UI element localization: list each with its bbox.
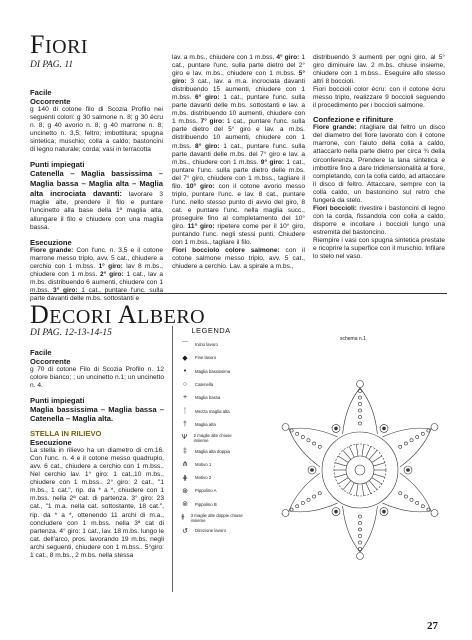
- legend-item: [175, 365, 244, 378]
- fiori-occ-text: g 140 di cotone filo di Scozia Profilo nei seguenti colori: g 30 salmone n. 8; g 30 écru n. 8; g 40 avorio n. 8; g 40 marrone n. 8; uncinetto n. 3,5; feltro; imbottitura; spugna sintetica; muschio; colla a caldo; bastoncini di legno naturale; corda; vasi in terracotta: [30, 106, 163, 154]
- round-11: 11° giro:: [184, 222, 215, 230]
- legend-list: [172, 338, 244, 537]
- legend-symbol-icon: ↺: [182, 527, 188, 535]
- fiori-conf-heading: Confezione e rifiniture: [313, 115, 394, 125]
- legend-label: Catenella: [195, 382, 214, 388]
- decori-punti-bold: Maglia bassissima – Maglia bassa – Catenella – Maglia alta.: [30, 405, 164, 424]
- legend-item: [175, 524, 244, 537]
- legend-symbol-icon: +: [182, 394, 188, 402]
- legend-label: Fine lavoro: [195, 355, 217, 361]
- legend-label: 2 maglie alte chiuse insieme: [193, 432, 232, 443]
- legend-item: [175, 351, 244, 364]
- legend-item: [175, 378, 244, 391]
- legend-label: Direzione lavoro: [195, 528, 227, 534]
- round-2-text: 1 cat., lav a m.bs. distribuendo 6 aumenti, chiudere con 1 m.bss.: [30, 270, 163, 294]
- fiori-column-2: [172, 54, 305, 271]
- legend-symbol-icon: ⫵: [181, 513, 185, 521]
- round-10-text: con il cotone avorio messo triplo, puntare l'unc. e lav. 8 cat., puntare l'unc. nello stesso punto di avvio del giro, 8 cat. e puntare l'unc. nella maglia succ., proseguire fino al completamento del 10° giro.: [172, 182, 305, 230]
- legend-item: [175, 418, 244, 431]
- round-10: 10° giro:: [182, 182, 215, 190]
- bocc-text: rivestire i bastoncini di legno con la corda, fissandola con colla a caldo, disporre e incollare i boccioli lungo una estremità del bastoncino.: [313, 204, 445, 236]
- legend-label: Inizio lavoro: [195, 342, 218, 348]
- decori-page-ref: DI PAG. 12-13-14-15: [30, 328, 112, 338]
- round-5-text: 3 cat., lav. a m.a. incrociata davanti distribuendo 15 aumenti, chiudere con 1 m.bss.: [172, 78, 305, 102]
- round-6-text: 1 cat., puntare l'unc. sulla parte davanti delle m.bs. sottostanti e lav. a m.bs. distribuendo 10 aumenti, chiudere con 1 m.bss.: [172, 94, 305, 126]
- legend-symbol-icon: ⋔: [182, 461, 188, 469]
- fiori-riemp-text: Riempire i vasi con spugna sintetica prestate e ricoprire la superfice con il muschio. Infilare lo stelo nel vaso.: [313, 236, 445, 261]
- fiori-salmone-paragraph: [172, 247, 305, 271]
- legend-item: [175, 431, 244, 444]
- legend: [172, 326, 244, 594]
- legend-symbol-icon: ⌒: [181, 341, 189, 349]
- round-11-text: ripetere come per il 10° giro, puntando l'unc. negli stessi punti. Chiudere con 1 m.bss., tagliare il filo.: [172, 222, 306, 247]
- fiori-level: Facile: [30, 88, 52, 97]
- fiori-bocc-paragraph: [313, 205, 445, 237]
- col2-start: lav. a m.bs., chiudere con 1 m.bss.: [172, 54, 275, 61]
- round-5: 5° giro:: [172, 70, 305, 86]
- legend-label: Maglia alta doppia: [195, 448, 230, 454]
- legend-title: LEGENDA: [191, 326, 231, 335]
- legend-label: Maglia alta: [195, 421, 216, 427]
- legend-item: [175, 498, 244, 511]
- star-crochet-diagram: [274, 342, 446, 600]
- page-number: 27: [427, 620, 438, 632]
- legend-label: Mezza maglia alta: [195, 408, 230, 414]
- round-1-text: lav 8 m.bs., chiudere con 1 m.bss.: [30, 262, 164, 278]
- stella-heading: STELLA IN RILIEVO: [30, 429, 102, 439]
- round-1: 1° giro:: [95, 262, 123, 270]
- legend-label: Pippolino B: [195, 501, 217, 507]
- fiori-page-ref: DI PAG. 11: [30, 60, 74, 70]
- salmone-text: con il cotone salmone messo triplo, avv. 5 cat., chiudere a cerchio. Lav. a spirale a m.bs.,: [172, 247, 305, 271]
- round-7: 7° giro:: [197, 118, 225, 126]
- round-7-text: 1 cat., puntare l'unc. sulla parte dietro del 5° giro e lav. a m.bs. distribuendo 10 aumenti, chiudere con 1 m.bss.: [172, 118, 306, 150]
- legend-item: [175, 338, 244, 351]
- legend-item: [175, 444, 244, 457]
- legend-item: [175, 404, 244, 417]
- fiori-occ-heading: Occorrente: [30, 97, 71, 106]
- fiori-esec-paragraph: [30, 247, 163, 303]
- legend-symbol-icon: Ѱ: [181, 434, 188, 442]
- fiori-title: FIORI: [30, 30, 89, 59]
- decori-esec-text: La stella in rilievo ha un diametro di cm.16. Con l'unc. n. 4 e il cotone messo quadruplo, avv. 6 cat., chiudere a cerchio con 1 m.bss.. Nel cerchio lav. 1° giro: 1 cat.,10 m.bs., chiudere con 1 m.bss.. 2° giro: 2 cat., "1 m.bs., 1 cat.", rip. da * a *, chiudere con 1 m.bss. nella 2ª cat. di partenza. 3° giro: 23 cat., "1 m.a. nella cat. sottostante, 18 cat.", rip. da * a *, ottenendo 11 archi di m.a., concludere con 1 m.bss. nella 3ª cat di partenza. 4° giro: 1 cat., lav. 18 m.bs. lungo le cat. dell'arco, pros. lavorando 19 m.bs. negli archi seguenti, chiudere con 1 m.bss.. 5°giro: 1 cat., 8 m.bs., 2 m.bs. nella stessa: [30, 447, 164, 559]
- legend-label: Maglia bassissima: [195, 368, 231, 374]
- round-4: 4° giro:: [274, 54, 300, 61]
- fiori-esec-bold: Fiore grande:: [30, 246, 74, 254]
- schema-label: schema n.1: [340, 336, 366, 342]
- fiori-esec-heading: Esecuzione: [30, 237, 72, 247]
- section-divider: [30, 293, 447, 294]
- round-9-text: 1 cat., puntare l'unc. sulla parte dietro delle m.bs. del 7° giro, chiudere con 1 m.bss., tagliare il filo.: [172, 158, 305, 190]
- fiori-punti-text: lavorare 3 maglie alte, prendere il filo e puntare l'uncinetto alla base della 1ª maglia alta, allungare il filo e chiudere con una maglia bassa.: [30, 191, 164, 231]
- legend-item: [175, 484, 244, 497]
- legend-item: [175, 458, 244, 471]
- legend-symbol-icon: ⊚: [182, 501, 188, 509]
- round-4-text: 1 cat., puntare l'unc. sulla parte dietro del 2° giro e lav. m.bs., chiudere con 1 m.bss.: [172, 54, 305, 78]
- legend-symbol-icon: †: [183, 420, 187, 428]
- fiori-punti-paragraph: [30, 169, 163, 231]
- legend-symbol-icon: ⊛: [182, 487, 188, 495]
- legend-item: [175, 471, 244, 484]
- fiori-punti-heading: Punti impiegati: [30, 160, 85, 170]
- legend-symbol-icon: ○: [182, 381, 188, 389]
- fiori-rounds-paragraph: [172, 54, 305, 247]
- col3-ecru: Fiori boccioli color écru: con il cotone écru messo triplo, realizzare 9 boccioli seguendo il procedimento per i boccioli salmone.: [313, 86, 445, 110]
- decori-title: DECORI ALBERO: [30, 300, 206, 329]
- col3-start: distribuendo 3 aumenti per ogni giro, al 5° giro diminuire lav. 2 m.bs. chiuse insieme, chiudere con 1 m.bss.. Eseguire allo stesso altri 8 boccioli.: [313, 54, 445, 86]
- round-3-text: 1 cat., puntare l'unc. sulla parte davanti delle m.bs. sottostanti e: [30, 286, 163, 302]
- round-8-text: 1 cat., puntare l'unc. sulla parte davanti delle m.bs. del 7° giro e lav. a m.bs., chiudere con 1 m.bss.: [172, 142, 305, 166]
- decori-occ-heading: Occorrente: [30, 357, 71, 366]
- round-2: 2° giro:: [97, 270, 124, 278]
- legend-symbol-icon: ◆: [182, 354, 188, 362]
- legend-symbol-icon: ⋕: [182, 474, 188, 482]
- bocc-bold: Fiori boccioli:: [313, 204, 357, 212]
- legend-label: Maglia bassa: [195, 395, 221, 401]
- legend-label: Motivo 1: [195, 461, 212, 467]
- fiori-conf-paragraph: [313, 124, 445, 204]
- conf-bold: Fiore grande:: [313, 124, 357, 132]
- salmone-bold: Fiori bocciolo colore salmone:: [172, 247, 280, 255]
- legend-item: [175, 511, 244, 524]
- legend-symbol-icon: ‡: [183, 447, 187, 455]
- decori-esec-heading: Esecuzione: [30, 438, 72, 448]
- legend-symbol-icon: ᛙ: [182, 407, 188, 415]
- round-3: 3° giro:: [49, 286, 78, 294]
- legend-label: 3 maglie alte doppie chiuse insieme: [190, 512, 243, 523]
- decori-column: [30, 348, 164, 560]
- legend-symbol-icon: •: [183, 367, 187, 375]
- fiori-column-3: [313, 54, 445, 261]
- round-8: 8° giro:: [191, 142, 220, 150]
- decori-level: Facile: [30, 348, 52, 357]
- legend-label: Pippolino A: [195, 488, 217, 494]
- fiori-column-1: [30, 88, 163, 303]
- legend-item: [175, 391, 244, 404]
- legend-label: Motivo 2: [195, 475, 212, 481]
- conf-text: ritagliare dal feltro un disco del diametro del fiore lavorato con il cotone marrone, con l'aiuto della colla a caldo, attaccarlo nella parte dietro per circa ¾ della circonferenza. Prendere la lana sintetica e imbottire fino a dare tridimensionalità al fiore, completando, con la colla caldo, ad attaccare il disco di feltro. Attaccare, sempre con la colla caldo, un bastoncino sul retro che fungerà da stelo.: [313, 124, 445, 204]
- fiori-punti-bold: Catenella – Maglia bassissima – Maglia bassa – Maglia alta – Maglia alta incrociata davanti:: [30, 169, 163, 199]
- fiori-esec-text: Con l'unc. n. 3,5 e il cotone marrone messo triplo, avv. 5 cat., chiudere a cerchio con 1 m.bss.: [30, 246, 163, 270]
- round-6: 6° giro:: [191, 94, 220, 102]
- decori-occ-text: g 70 di cotone Filo di Scozia Profilo n. 12 colore bianco; ; un uncinetto n.1; un uncinetto n. 4.: [30, 366, 164, 390]
- round-9: 9° giro:: [258, 158, 285, 166]
- decori-punti-heading: Punti impiegati: [30, 396, 85, 406]
